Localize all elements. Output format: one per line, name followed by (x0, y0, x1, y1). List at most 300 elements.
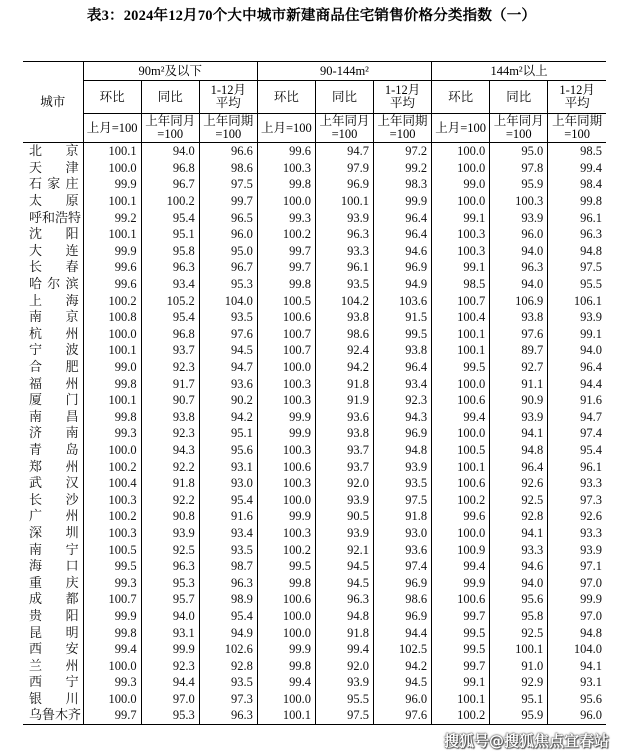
index-value: 99.4 (315, 641, 373, 658)
index-value: 93.1 (199, 458, 257, 475)
index-value: 93.5 (199, 674, 257, 691)
index-value: 99.7 (432, 657, 490, 674)
index-value: 94.8 (315, 608, 373, 625)
index-value: 96.0 (548, 707, 606, 724)
city-name: 沈阳 (29, 226, 79, 242)
index-value: 93.9 (315, 674, 373, 691)
index-value: 96.0 (490, 226, 548, 243)
index-value: 91.8 (374, 508, 432, 525)
index-value: 93.6 (374, 541, 432, 558)
index-value: 95.6 (199, 442, 257, 459)
city-name: 大连 (29, 242, 79, 258)
index-value: 93.9 (374, 458, 432, 475)
index-value: 99.0 (83, 359, 141, 376)
city-name: 重庆 (29, 574, 79, 590)
table-row (23, 525, 606, 542)
city-name: 厦门 (29, 392, 79, 408)
index-value: 99.9 (257, 425, 315, 442)
index-value: 100.0 (432, 193, 490, 210)
index-value: 100.2 (432, 491, 490, 508)
table-row (23, 326, 606, 343)
index-value: 96.3 (141, 259, 199, 276)
index-value: 90.8 (141, 508, 199, 525)
index-value: 94.8 (490, 442, 548, 459)
index-value: 102.6 (199, 641, 257, 658)
index-value: 94.4 (374, 624, 432, 641)
sub-header: 1-12月平均 (374, 81, 432, 114)
city-name: 银川 (29, 690, 79, 706)
index-value: 97.4 (374, 558, 432, 575)
index-value: 99.5 (432, 624, 490, 641)
index-value: 94.7 (548, 409, 606, 426)
city-name: 杭州 (29, 325, 79, 341)
sub-header: 同比 (141, 81, 199, 114)
index-value: 94.1 (490, 425, 548, 442)
base-header: 上年同月=100 (490, 114, 548, 143)
index-value: 96.0 (374, 691, 432, 708)
index-value: 106.1 (548, 292, 606, 309)
index-value: 93.7 (315, 442, 373, 459)
index-value: 93.5 (315, 276, 373, 293)
index-value: 93.9 (315, 491, 373, 508)
index-value: 93.9 (490, 209, 548, 226)
city-name: 合肥 (29, 359, 79, 375)
index-value: 99.6 (432, 508, 490, 525)
city-name: 郑州 (29, 458, 79, 474)
table-row (23, 176, 606, 193)
index-value: 99.4 (83, 641, 141, 658)
index-value: 100.5 (432, 442, 490, 459)
city-name: 石家庄 (29, 176, 79, 192)
index-value: 94.5 (315, 574, 373, 591)
city-name: 兰州 (29, 657, 79, 673)
index-value: 99.5 (257, 558, 315, 575)
index-value: 96.4 (548, 359, 606, 376)
index-value: 100.2 (432, 707, 490, 724)
index-value: 96.4 (490, 458, 548, 475)
index-value: 92.3 (141, 425, 199, 442)
index-value: 94.5 (199, 342, 257, 359)
index-value: 100.6 (257, 591, 315, 608)
index-value: 100.1 (490, 641, 548, 658)
index-value: 100.3 (257, 475, 315, 492)
index-value: 99.3 (83, 674, 141, 691)
index-value: 100.1 (83, 392, 141, 409)
index-value: 100.3 (432, 226, 490, 243)
index-value: 97.6 (374, 707, 432, 724)
index-value: 93.5 (199, 541, 257, 558)
index-value: 96.0 (199, 226, 257, 243)
index-value: 97.5 (548, 259, 606, 276)
index-value: 100.6 (432, 475, 490, 492)
city-name: 广州 (29, 508, 79, 524)
city-name: 上海 (29, 292, 79, 308)
index-value: 93.9 (548, 309, 606, 326)
index-value: 100.6 (257, 309, 315, 326)
index-value: 96.4 (374, 226, 432, 243)
index-value: 106.9 (490, 292, 548, 309)
base-header: 上月=100 (257, 114, 315, 143)
index-value: 96.3 (490, 259, 548, 276)
index-value: 104.0 (199, 292, 257, 309)
index-value: 92.0 (315, 657, 373, 674)
index-value: 104.2 (315, 292, 373, 309)
table-row (23, 591, 606, 608)
index-value: 98.4 (548, 176, 606, 193)
index-value: 99.0 (432, 176, 490, 193)
index-value: 93.8 (315, 425, 373, 442)
index-value: 93.1 (141, 624, 199, 641)
city-name: 贵阳 (29, 607, 79, 623)
city-name: 天津 (29, 159, 79, 175)
index-value: 100.0 (83, 160, 141, 177)
index-value: 100.0 (257, 624, 315, 641)
index-value: 90.9 (490, 392, 548, 409)
index-value: 99.8 (257, 574, 315, 591)
index-value: 100.2 (83, 508, 141, 525)
index-value: 100.7 (432, 292, 490, 309)
index-value: 93.1 (548, 674, 606, 691)
index-value: 93.4 (141, 276, 199, 293)
index-value: 99.4 (257, 674, 315, 691)
index-value: 97.0 (548, 574, 606, 591)
index-value: 103.6 (374, 292, 432, 309)
index-value: 93.8 (374, 342, 432, 359)
index-value: 100.5 (257, 292, 315, 309)
index-value: 92.2 (141, 458, 199, 475)
index-value: 92.3 (141, 657, 199, 674)
index-value: 90.2 (199, 392, 257, 409)
index-value: 93.7 (141, 342, 199, 359)
table-title: 表3：2024年12月70个大中城市新建商品住宅销售价格分类指数（一） (86, 8, 537, 24)
index-value: 96.1 (548, 458, 606, 475)
table-row (23, 259, 606, 276)
table-row (23, 657, 606, 674)
index-value: 99.9 (548, 591, 606, 608)
index-value: 96.7 (199, 259, 257, 276)
index-value: 99.4 (432, 558, 490, 575)
index-value: 93.9 (490, 409, 548, 426)
index-value: 92.6 (490, 475, 548, 492)
index-value: 97.8 (490, 160, 548, 177)
base-header: 上年同期=100 (199, 114, 257, 143)
city-name: 南京 (29, 309, 79, 325)
index-value: 96.6 (199, 143, 257, 160)
index-value: 100.0 (83, 657, 141, 674)
index-value: 92.7 (490, 359, 548, 376)
index-value: 96.1 (548, 209, 606, 226)
city-name: 宁波 (29, 342, 79, 358)
index-value: 95.3 (141, 574, 199, 591)
index-value: 94.2 (315, 359, 373, 376)
index-value: 97.3 (548, 491, 606, 508)
index-value: 96.3 (141, 558, 199, 575)
table-row (23, 641, 606, 658)
index-value: 95.1 (199, 425, 257, 442)
index-value: 93.4 (199, 525, 257, 542)
index-value: 100.3 (83, 525, 141, 542)
table-row (23, 458, 606, 475)
index-value: 94.0 (490, 276, 548, 293)
city-name: 海口 (29, 558, 79, 574)
index-value: 100.7 (257, 342, 315, 359)
index-value: 99.3 (83, 574, 141, 591)
index-value: 91.7 (141, 375, 199, 392)
index-value: 99.1 (432, 674, 490, 691)
index-value: 94.3 (141, 442, 199, 459)
index-value: 98.6 (315, 326, 373, 343)
table-row (23, 691, 606, 708)
index-value: 94.0 (141, 143, 199, 160)
index-value: 100.0 (257, 491, 315, 508)
table-row (23, 608, 606, 625)
index-value: 99.9 (374, 193, 432, 210)
index-value: 94.5 (374, 674, 432, 691)
base-header: 上年同期=100 (374, 114, 432, 143)
index-value: 100.4 (83, 475, 141, 492)
index-value: 99.8 (257, 657, 315, 674)
index-value: 100.2 (257, 226, 315, 243)
index-value: 99.6 (83, 259, 141, 276)
index-value: 95.0 (199, 243, 257, 260)
sub-header: 同比 (490, 81, 548, 114)
index-value: 94.6 (490, 558, 548, 575)
index-value: 93.4 (374, 375, 432, 392)
index-value: 91.8 (315, 624, 373, 641)
index-value: 100.2 (83, 292, 141, 309)
index-value: 98.5 (432, 276, 490, 293)
index-value: 93.5 (374, 475, 432, 492)
index-value: 91.9 (315, 392, 373, 409)
index-value: 95.5 (548, 276, 606, 293)
index-value: 100.1 (83, 342, 141, 359)
index-value: 99.8 (257, 276, 315, 293)
index-value: 89.7 (490, 342, 548, 359)
index-value: 95.9 (490, 707, 548, 724)
index-value: 100.9 (432, 541, 490, 558)
index-value: 99.9 (257, 641, 315, 658)
index-value: 98.7 (199, 558, 257, 575)
table-row (23, 624, 606, 641)
index-value: 99.7 (432, 608, 490, 625)
index-value: 95.1 (490, 691, 548, 708)
table-row (23, 193, 606, 210)
base-header: 上月=100 (432, 114, 490, 143)
index-value: 99.3 (257, 209, 315, 226)
index-value: 104.0 (548, 641, 606, 658)
index-value: 99.9 (83, 243, 141, 260)
index-value: 97.0 (141, 691, 199, 708)
index-value: 91.6 (548, 392, 606, 409)
index-value: 97.6 (199, 326, 257, 343)
index-value: 98.9 (199, 591, 257, 608)
table-row (23, 508, 606, 525)
city-name: 乌鲁木齐 (23, 707, 83, 724)
city-name: 哈尔滨 (29, 276, 79, 292)
index-value: 93.6 (199, 375, 257, 392)
index-value: 94.1 (548, 657, 606, 674)
index-value: 93.3 (490, 541, 548, 558)
index-value: 100.0 (257, 691, 315, 708)
sub-header: 1-12月平均 (548, 81, 606, 114)
index-value: 96.9 (374, 259, 432, 276)
index-value: 99.9 (83, 608, 141, 625)
index-value: 100.4 (432, 309, 490, 326)
city-name: 西宁 (29, 674, 79, 690)
index-value: 92.5 (141, 541, 199, 558)
index-value: 92.1 (315, 541, 373, 558)
index-value: 99.6 (83, 276, 141, 293)
index-value: 100.0 (432, 160, 490, 177)
index-value: 100.0 (257, 359, 315, 376)
index-value: 100.3 (257, 525, 315, 542)
index-value: 91.0 (490, 657, 548, 674)
base-header: 上年同期=100 (548, 114, 606, 143)
index-value: 100.0 (432, 525, 490, 542)
table-row (23, 541, 606, 558)
index-value: 95.4 (199, 608, 257, 625)
table-row (23, 491, 606, 508)
table-row (23, 475, 606, 492)
index-value: 96.9 (374, 574, 432, 591)
sub-header: 同比 (315, 81, 373, 114)
city-name: 昆明 (29, 624, 79, 640)
index-value: 100.1 (83, 143, 141, 160)
index-value: 92.0 (315, 475, 373, 492)
index-value: 96.1 (315, 259, 373, 276)
sub-header: 环比 (432, 81, 490, 114)
index-value: 100.0 (257, 608, 315, 625)
index-value: 97.1 (548, 558, 606, 575)
index-value: 93.3 (548, 475, 606, 492)
index-value: 92.3 (374, 392, 432, 409)
table-row (23, 209, 606, 226)
index-value: 91.8 (141, 475, 199, 492)
index-value: 94.0 (141, 608, 199, 625)
index-value: 94.4 (141, 674, 199, 691)
index-value: 100.2 (83, 458, 141, 475)
index-value: 100.1 (432, 691, 490, 708)
index-value: 96.3 (199, 574, 257, 591)
index-value: 100.1 (257, 707, 315, 724)
index-value: 100.1 (432, 458, 490, 475)
index-value: 94.2 (374, 657, 432, 674)
index-value: 96.5 (199, 209, 257, 226)
index-value: 100.0 (83, 442, 141, 459)
index-value: 92.6 (548, 508, 606, 525)
index-value: 97.5 (199, 176, 257, 193)
city-name: 济南 (29, 425, 79, 441)
index-value: 99.5 (83, 558, 141, 575)
index-value: 93.8 (490, 309, 548, 326)
index-value: 95.3 (141, 707, 199, 724)
index-value: 95.4 (141, 209, 199, 226)
index-value: 92.9 (490, 674, 548, 691)
city-name: 青岛 (29, 441, 79, 457)
index-value: 92.5 (490, 624, 548, 641)
index-value: 99.5 (374, 326, 432, 343)
index-value: 100.6 (257, 458, 315, 475)
index-value: 94.5 (315, 558, 373, 575)
table-row (23, 375, 606, 392)
index-value: 100.6 (432, 591, 490, 608)
city-name: 南宁 (29, 541, 79, 557)
index-value: 90.7 (141, 392, 199, 409)
index-value: 96.4 (374, 209, 432, 226)
index-value: 99.7 (257, 259, 315, 276)
index-value: 98.5 (548, 143, 606, 160)
index-value: 100.7 (83, 591, 141, 608)
base-header: 上年同月=100 (315, 114, 373, 143)
index-value: 97.5 (374, 491, 432, 508)
index-value: 96.9 (315, 176, 373, 193)
watermark: 搜狐号@搜狐焦点宜春站 (443, 732, 609, 750)
price-index-table (23, 61, 606, 725)
index-value: 99.8 (257, 176, 315, 193)
index-value: 100.1 (315, 193, 373, 210)
index-value: 100.2 (257, 541, 315, 558)
sub-header: 环比 (257, 81, 315, 114)
index-value: 100.3 (257, 442, 315, 459)
index-value: 94.3 (374, 409, 432, 426)
index-value: 100.1 (83, 226, 141, 243)
index-value: 99.8 (83, 375, 141, 392)
city-name: 福州 (29, 375, 79, 391)
table-row (23, 558, 606, 575)
index-value: 98.6 (374, 591, 432, 608)
index-value: 99.4 (432, 409, 490, 426)
index-value: 93.9 (315, 209, 373, 226)
index-value: 99.2 (83, 209, 141, 226)
index-value: 100.0 (257, 193, 315, 210)
index-value: 100.6 (432, 392, 490, 409)
index-value: 100.3 (257, 392, 315, 409)
table-row (23, 226, 606, 243)
index-value: 94.8 (548, 624, 606, 641)
table-row (23, 243, 606, 260)
sub-header: 1-12月平均 (199, 81, 257, 114)
index-value: 92.8 (199, 657, 257, 674)
index-value: 95.6 (548, 691, 606, 708)
table-row (23, 674, 606, 691)
index-value: 93.7 (315, 458, 373, 475)
index-value: 93.6 (315, 409, 373, 426)
index-value: 99.5 (432, 641, 490, 658)
index-value: 94.9 (199, 624, 257, 641)
index-value: 100.0 (83, 691, 141, 708)
index-value: 91.6 (199, 508, 257, 525)
index-value: 99.8 (83, 409, 141, 426)
index-value: 99.2 (374, 160, 432, 177)
index-value: 99.9 (257, 508, 315, 525)
index-value: 95.4 (141, 309, 199, 326)
index-value: 97.9 (315, 160, 373, 177)
city-name: 成都 (29, 591, 79, 607)
index-value: 99.1 (548, 326, 606, 343)
index-value: 100.2 (141, 193, 199, 210)
index-value: 92.4 (315, 342, 373, 359)
index-value: 94.0 (548, 342, 606, 359)
index-value: 99.9 (83, 176, 141, 193)
index-value: 100.0 (83, 326, 141, 343)
city-name: 长沙 (29, 491, 79, 507)
index-value: 95.6 (490, 591, 548, 608)
index-value: 91.8 (315, 375, 373, 392)
index-value: 97.0 (548, 608, 606, 625)
index-value: 94.4 (548, 375, 606, 392)
table-row (23, 442, 606, 459)
group-header: 90-144m² (257, 62, 431, 81)
